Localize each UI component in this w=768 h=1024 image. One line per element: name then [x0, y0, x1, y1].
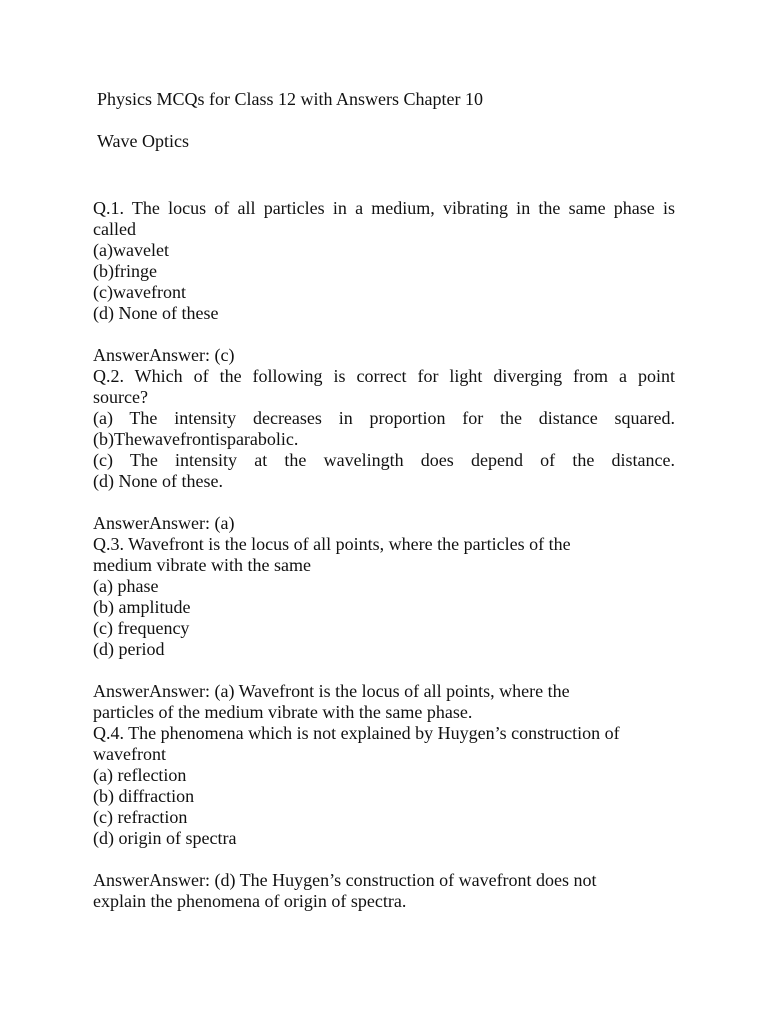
- question-2-text-line-1: Q.2. Which of the following is correct for light diverging from a point: [93, 366, 675, 386]
- question-3-option-b: (b) amplitude: [93, 597, 191, 617]
- question-3-text-line-1: Q.3. Wavefront is the locus of all points, where the particles of the: [93, 534, 571, 554]
- spacer: [93, 324, 675, 345]
- question-4-option-d: (d) origin of spectra: [93, 828, 237, 848]
- document-title: Physics MCQs for Class 12 with Answers Chapter 10: [97, 89, 483, 109]
- question-1-text-line-2: called: [93, 219, 136, 239]
- question-1-option-d: (d) None of these: [93, 303, 219, 323]
- question-4-option-b: (b) diffraction: [93, 786, 195, 806]
- question-4-option-c: (c) refraction: [93, 807, 188, 827]
- question-4-answer-line-2: explain the phenomena of origin of spectra.: [93, 891, 407, 911]
- question-2-option-c: (c) The intensity at the wavelingth does depend of the distance.: [93, 450, 675, 470]
- question-2-option-b: (b)Thewavefrontisparabolic.: [93, 429, 299, 449]
- spacer: [93, 849, 675, 870]
- question-2-text-line-2: source?: [93, 387, 148, 407]
- question-4-option-a: (a) reflection: [93, 765, 187, 785]
- question-3-answer-line-2: particles of the medium vibrate with the same phase.: [93, 702, 473, 722]
- question-1: [93, 198, 675, 324]
- question-4-text-line-1: Q.4. The phenomena which is not explained by Huygen’s construction of: [93, 723, 620, 743]
- question-4-answer-line-1: AnswerAnswer: (d) The Huygen’s construction of wavefront does not: [93, 870, 597, 890]
- question-3-answer-line-1: AnswerAnswer: (a) Wavefront is the locus of all points, where the: [93, 681, 570, 701]
- question-1-option-c: (c)wavefront: [93, 282, 186, 302]
- question-1-text-line-1: Q.1. The locus of all particles in a medium, vibrating in the same phase is: [93, 198, 675, 218]
- question-3-option-d: (d) period: [93, 639, 165, 659]
- spacer: [93, 492, 675, 513]
- question-1-answer: AnswerAnswer: (c): [93, 345, 235, 365]
- question-4: [93, 723, 675, 849]
- spacer: [93, 660, 675, 681]
- question-2-option-d: (d) None of these.: [93, 471, 223, 491]
- question-2-option-a: (a) The intensity decreases in proportion for the distance squared.: [93, 408, 675, 428]
- question-3: [93, 534, 675, 660]
- question-list: [93, 198, 675, 912]
- document-subtitle: Wave Optics: [97, 131, 190, 151]
- question-1-option-a: (a)wavelet: [93, 240, 169, 260]
- question-4-text-line-2: wavefront: [93, 744, 166, 764]
- question-3-option-a: (a) phase: [93, 576, 159, 596]
- question-2-answer: AnswerAnswer: (a): [93, 513, 235, 533]
- question-1-option-b: (b)fringe: [93, 261, 157, 281]
- question-2: [93, 366, 675, 492]
- question-3-text-line-2: medium vibrate with the same: [93, 555, 311, 575]
- question-3-option-c: (c) frequency: [93, 618, 190, 638]
